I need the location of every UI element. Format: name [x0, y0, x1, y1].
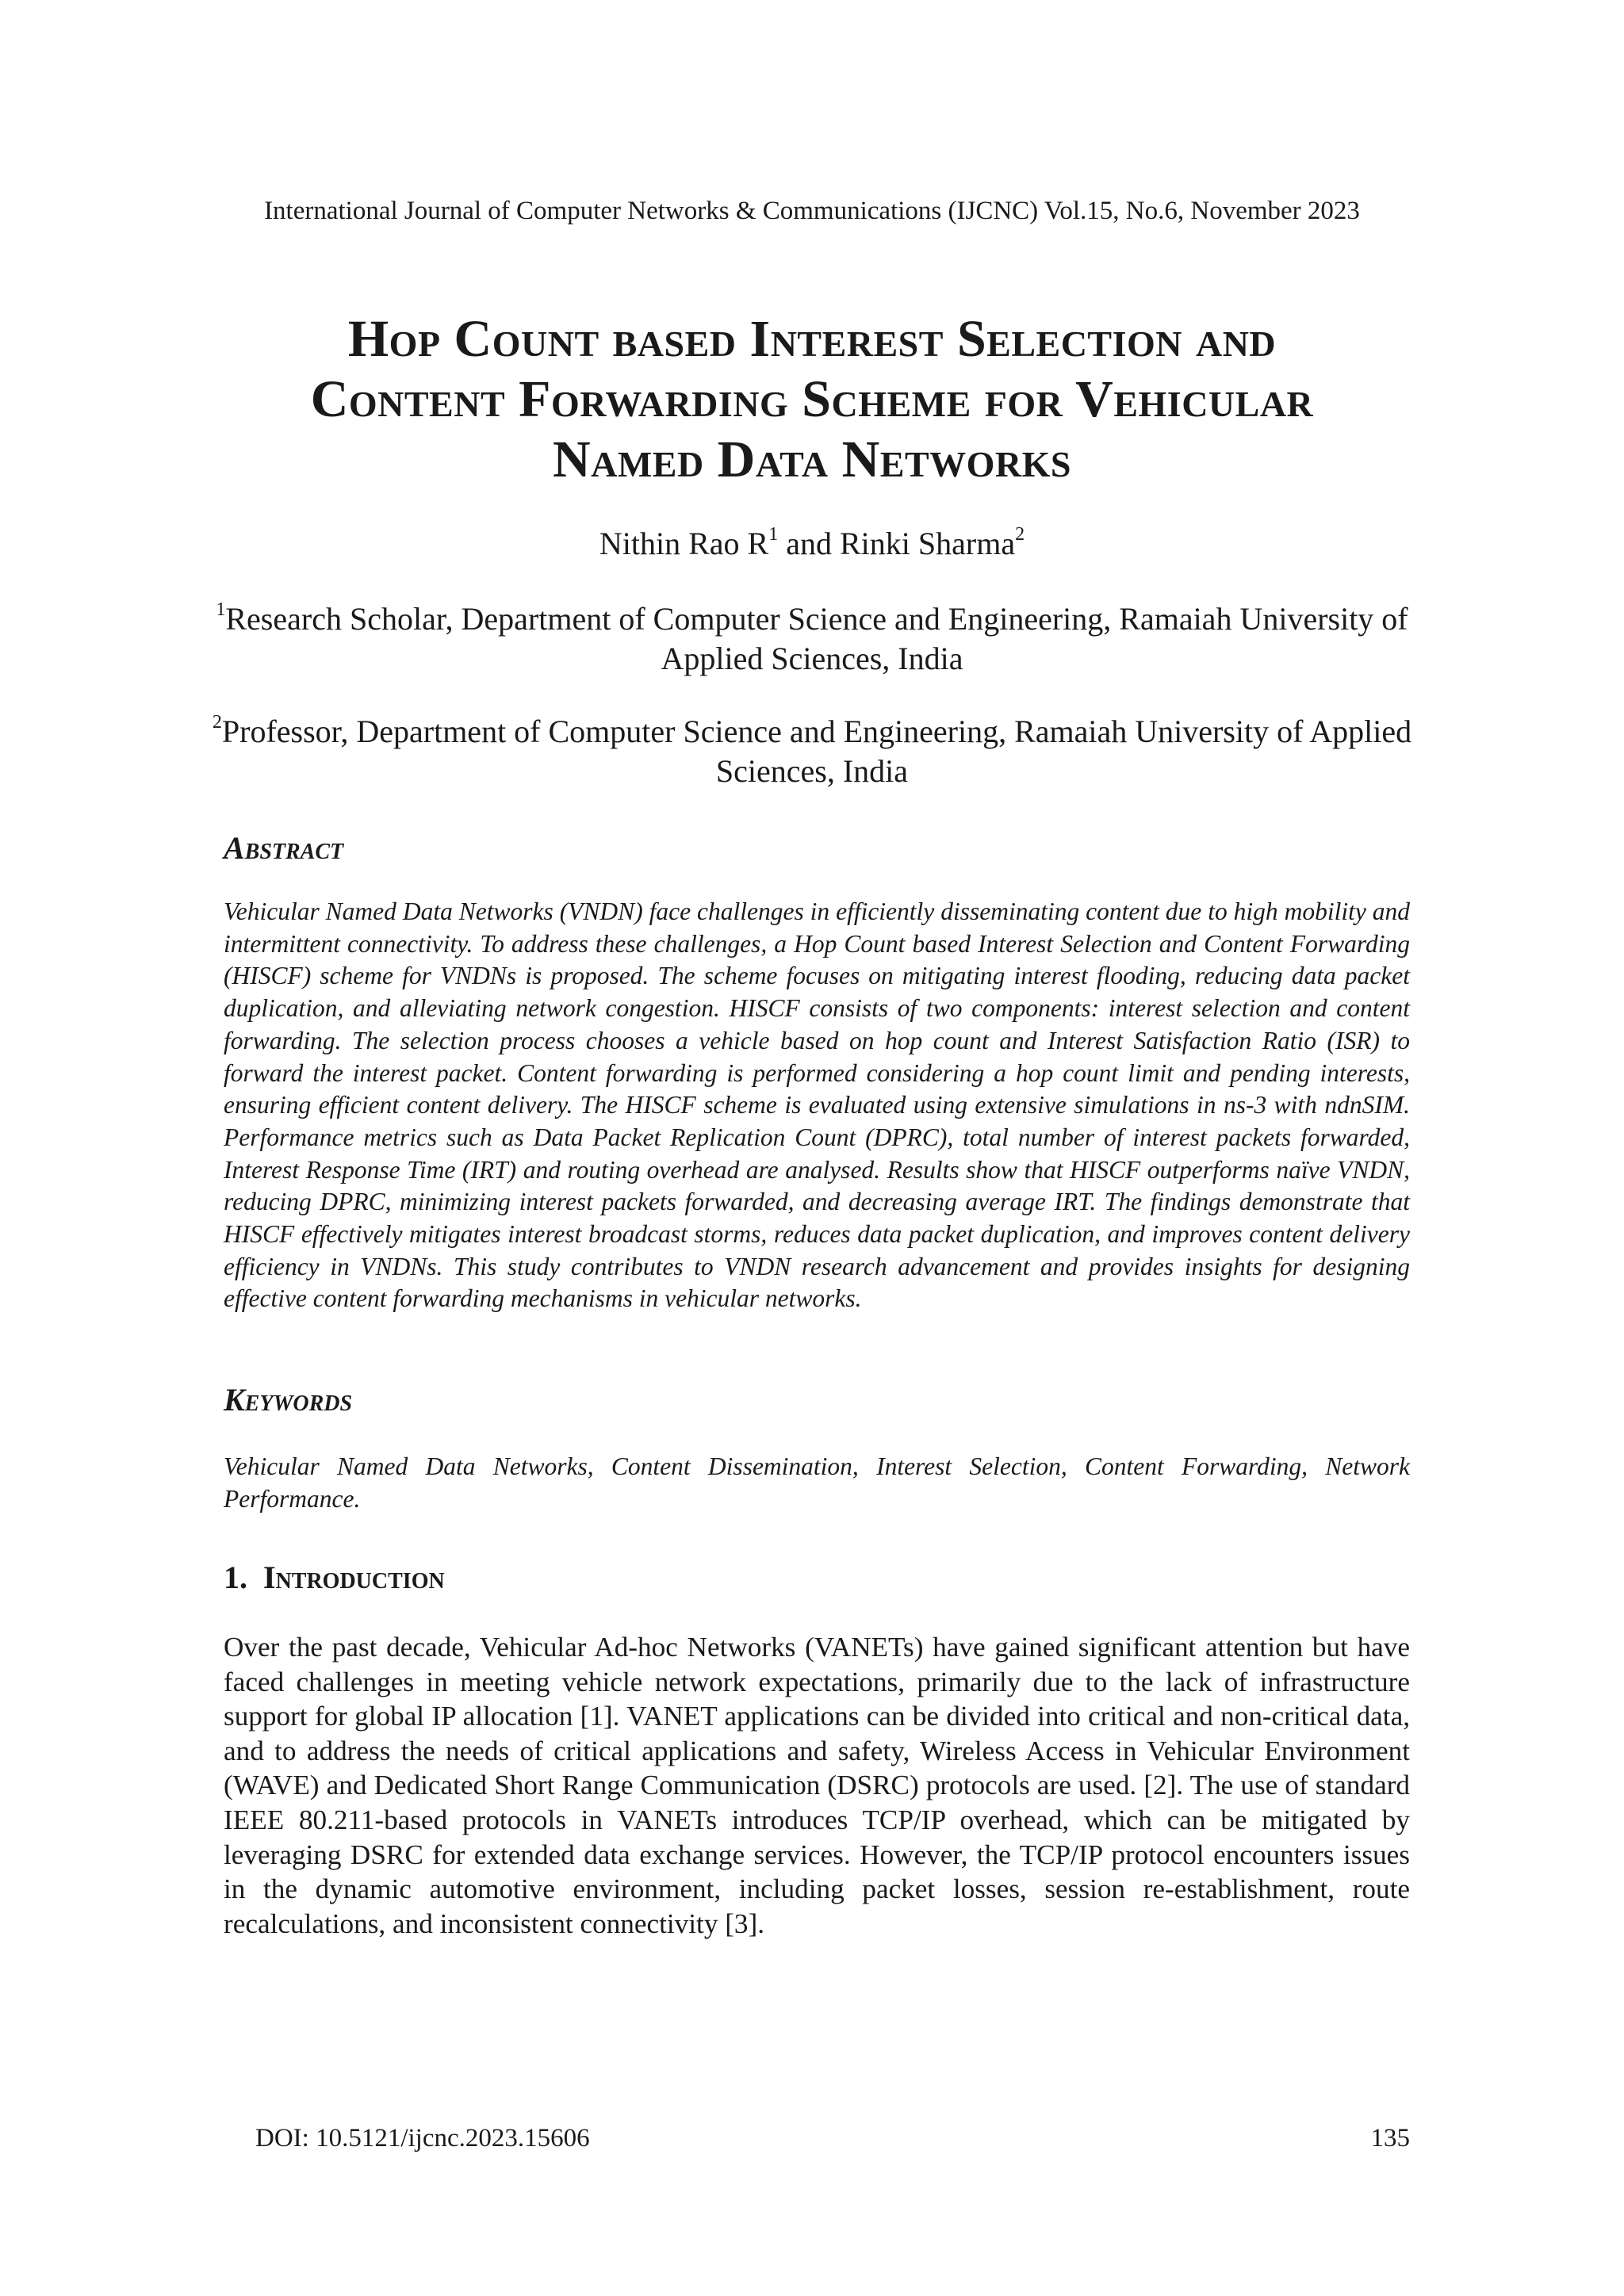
- introduction-title: Introduction: [263, 1559, 445, 1595]
- affiliation-1-text: Research Scholar, Department of Computer Science and Engineering, Ramaiah University of Applied Sciences, India: [225, 601, 1408, 676]
- paper-title: [190, 309, 1434, 490]
- author-connector: and: [778, 526, 840, 561]
- abstract-text: Vehicular Named Data Networks (VNDN) face challenges in efficiently disseminating content due to high mobility and intermittent connectivity. To address these challenges, a Hop Count based Interest Selection and Content Forwarding (HISCF) scheme for VNDNs is proposed. The scheme focuses on mitigating interest flooding, reducing data packet duplication, and alleviating network congestion. HISCF consists of two components: interest selection and content forwarding. The selection process chooses a vehicle based on hop count and Interest Satisfaction Ratio (ISR) to forward the interest packet. Content forwarding is performed considering a hop count limit and pending interests, ensuring efficient content delivery. The HISCF scheme is evaluated using extensive simulations in ns-3 with ndnSIM. Performance metrics such as Data Packet Replication Count (DPRC), total number of interest packets forwarded, Interest Response Time (IRT) and routing overhead are analysed. Results show that HISCF outperforms naïve VNDN, reducing DPRC, minimizing interest packets forwarded, and decreasing average IRT. The findings demonstrate that HISCF effectively mitigates interest broadcast storms, reduces data packet duplication, and improves content delivery efficiency in VNDNs. This study contributes to VNDN research advancement and provides insights for designing effective content forwarding mechanisms in vehicular networks.: [224, 897, 1410, 1313]
- affiliation-2: [190, 712, 1434, 791]
- title-line-3: Named Data Networks: [552, 430, 1072, 488]
- affiliation-1: [190, 599, 1434, 679]
- author-2-name: Rinki Sharma: [840, 526, 1016, 561]
- title-line-1: Hop Count based Interest Selection and: [347, 310, 1277, 368]
- introduction-paragraph: Over the past decade, Vehicular Ad-hoc Networks (VANETs) have gained significant attention but have faced challenges in meeting vehicle network expectations, primarily due to the lack of infrastructure support for global IP allocation [1]. VANET applications can be divided into critical and non-critical data, and to address the needs of critical applications and safety, Wireless Access in Vehicular Environment (WAVE) and Dedicated Short Range Communication (DSRC) protocols are used. [2]. The use of standard IEEE 80.211-based protocols in VANETs introduces TCP/IP overhead, which can be mitigated by leveraging DSRC for extended data exchange services. However, the TCP/IP protocol encounters issues in the dynamic automotive environment, including packet losses, session re-establishment, route recalculations, and inconsistent connectivity [3].: [224, 1632, 1410, 1939]
- doi-footer[interactable]: DOI: 10.5121/ijcnc.2023.15606: [255, 2124, 590, 2152]
- section-number: 1.: [224, 1559, 247, 1595]
- running-header: International Journal of Computer Networks & Communications (IJCNC) Vol.15, No.6, November 2023: [264, 197, 1360, 225]
- author-2-affiliation-mark: 2: [1015, 524, 1025, 545]
- abstract-heading: Abstract: [224, 830, 344, 866]
- author-1-affiliation-mark: 1: [768, 524, 779, 545]
- page-number: 135: [1370, 2124, 1410, 2152]
- affiliation-2-text: Professor, Department of Computer Science and Engineering, Ramaiah University of Applied Sciences, India: [221, 714, 1412, 789]
- introduction-heading: [224, 1557, 445, 1598]
- author-1-name: Nithin Rao R: [599, 526, 769, 561]
- author-list: [0, 523, 1624, 564]
- affiliation-1-mark: 1: [216, 599, 226, 621]
- keywords-text: Vehicular Named Data Networks, Content Dissemination, Interest Selection, Content Forwarding, Network Performance.: [224, 1452, 1410, 1513]
- affiliation-2-mark: 2: [212, 712, 222, 733]
- keywords-heading: Keywords: [224, 1382, 353, 1418]
- title-line-2: Content Forwarding Scheme for Vehicular: [310, 370, 1314, 428]
